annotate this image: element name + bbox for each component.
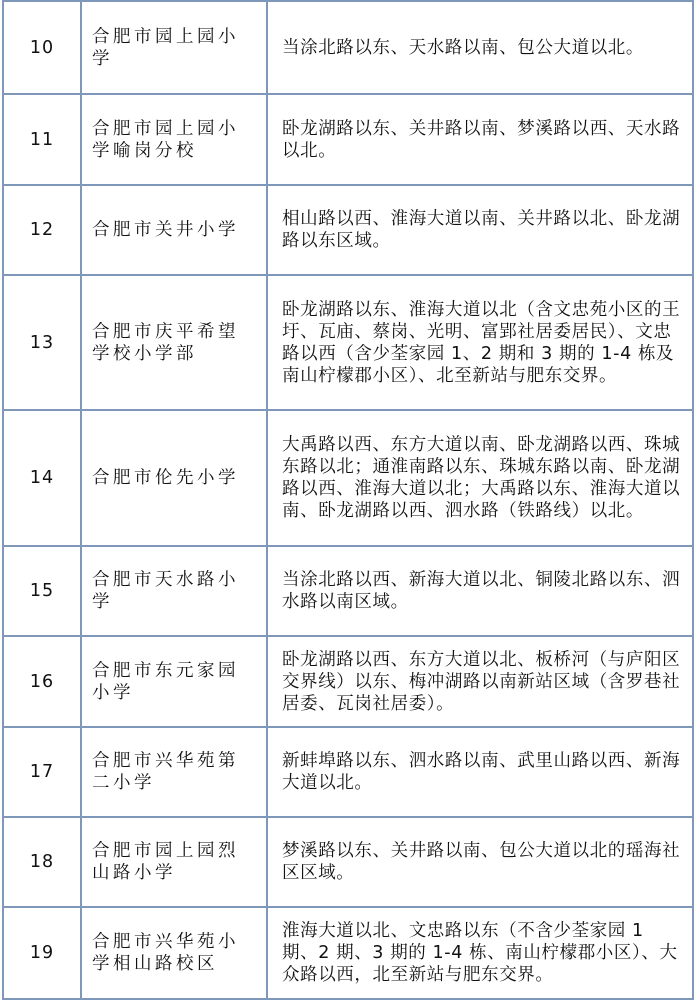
row-number-text: 13 [29,332,55,353]
row-number-text: 11 [29,129,55,150]
district-area: 卧龙湖路以东、淮海大道以北（含文忠苑小区的王圩、瓦庙、蔡岗、光明、富郢社居委居民）、文忠路以西（含少荃家园 1、2 期和 3 期的 1-4 栋及南山柠檬郡小区）、北至新站与肥东交界。 [267,275,693,410]
row-number-text: 14 [29,468,55,488]
school-name: 合肥市兴华苑小学相山路校区 [81,907,267,999]
school-name: 合肥市庆平希望学校小学部 [81,275,267,410]
table-row [3,185,693,275]
row-number [3,275,81,410]
row-number [3,636,81,727]
row-number [3,410,81,546]
district-area: 淮海大道以北、文忠路以东（不含少荃家园 1 期、2 期、3 期的 1-4 栋、南山柠檬郡小区）、大众路以西，北至新站与肥东交界。 [267,907,693,999]
table-row [3,275,693,410]
table-row [3,907,693,999]
table-row [3,636,693,727]
row-number-text: 19 [29,943,55,963]
row-number-text: 18 [29,852,55,872]
row-number-text: 15 [29,581,55,601]
table-row [3,94,693,185]
table-row [3,546,693,636]
row-number-text: 12 [29,220,55,240]
row-number [3,907,81,999]
table-row [3,817,693,907]
school-name: 合肥市东元家园小学 [81,636,267,727]
row-number [3,185,81,275]
school-name: 合肥市天水路小学 [81,546,267,636]
district-area: 大禹路以西、东方大道以南、卧龙湖路以西、珠城东路以北；通淮南路以东、珠城东路以南、卧龙湖路以西、淮海大道以北；大禹路以东、淮海大道以南、卧龙湖路以西、泗水路（铁路线）以北。 [267,410,693,546]
row-number [3,546,81,636]
district-area: 相山路以西、淮海大道以南、关井路以北、卧龙湖路以东区域。 [267,185,693,275]
school-name: 合肥市伦先小学 [81,410,267,546]
table-row [3,727,693,817]
district-area: 卧龙湖路以西、东方大道以北、板桥河（与庐阳区交界线）以东、梅冲湖路以南新站区域（含罗巷社居委、瓦岗社居委）。 [267,636,693,727]
row-number [3,1,81,94]
district-area: 新蚌埠路以东、泗水路以南、武里山路以西、新海大道以北。 [267,727,693,817]
table-row [3,1,693,94]
district-area: 梦溪路以东、关井路以南、包公大道以北的瑶海社区区域。 [267,817,693,907]
row-number [3,817,81,907]
school-name: 合肥市园上园小学 [81,1,267,94]
school-name: 合肥市园上园小学喻岗分校 [81,94,267,185]
table-row [3,410,693,546]
school-name: 合肥市园上园烈山路小学 [81,817,267,907]
row-number-text: 16 [29,671,55,692]
row-number [3,727,81,817]
school-name: 合肥市兴华苑第二小学 [81,727,267,817]
school-district-table [2,0,694,1000]
row-number [3,94,81,185]
school-name: 合肥市关井小学 [81,185,267,275]
row-number-text: 17 [29,762,55,782]
row-number-text: 10 [29,37,55,58]
district-area: 当涂北路以东、天水路以南、包公大道以北。 [267,1,693,94]
district-area: 当涂北路以西、新海大道以北、铜陵北路以东、泗水路以南区域。 [267,546,693,636]
district-area: 卧龙湖路以东、关井路以南、梦溪路以西、天水路以北。 [267,94,693,185]
